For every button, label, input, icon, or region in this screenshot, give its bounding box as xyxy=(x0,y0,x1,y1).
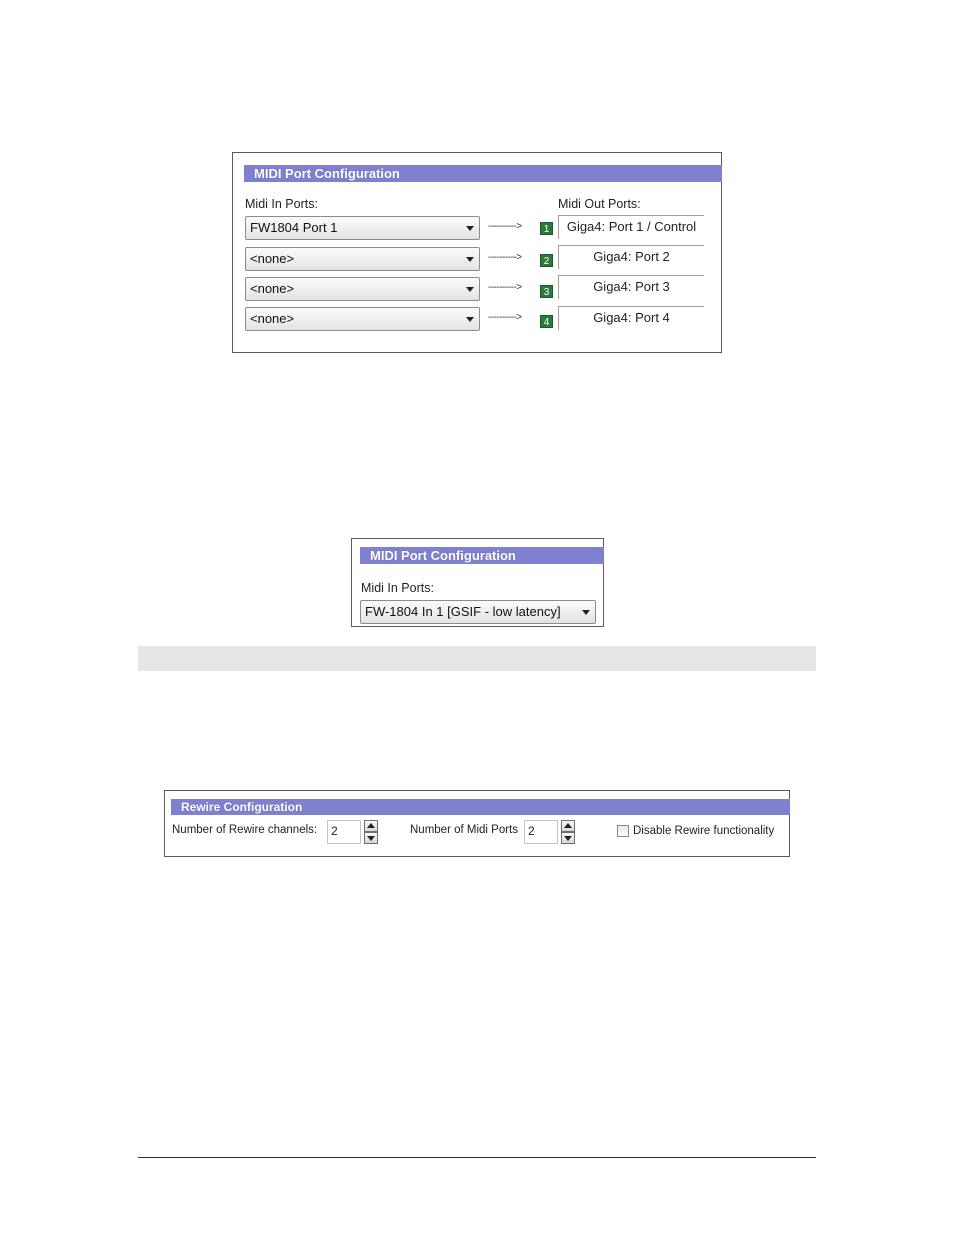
route-arrow: ----------> xyxy=(488,312,522,323)
midi-in-select-value: FW-1804 In 1 [GSIF - low latency] xyxy=(365,604,561,619)
rewire-channels-stepper[interactable] xyxy=(364,820,378,844)
midi-ports-input[interactable]: 2 xyxy=(524,820,558,844)
disable-rewire-checkbox[interactable] xyxy=(617,825,629,837)
midi-in-label: Midi In Ports: xyxy=(361,581,434,595)
chevron-down-icon xyxy=(466,226,474,231)
midi-in-select-value: <none> xyxy=(250,251,295,266)
disable-rewire-label: Disable Rewire functionality xyxy=(633,825,775,837)
midi-ports-label: Number of Midi Ports xyxy=(410,824,519,836)
chevron-down-icon xyxy=(466,257,474,262)
midi-in-select-2[interactable] xyxy=(245,247,480,271)
route-arrow: ----------> xyxy=(488,221,522,232)
stepper-down-icon[interactable] xyxy=(561,832,575,844)
midi-in-label: Midi In Ports: xyxy=(245,197,318,211)
footer-rule xyxy=(138,1157,816,1158)
midi-out-port-1: Giga4: Port 1 / Control xyxy=(558,215,704,239)
midi-out-port-2: Giga4: Port 2 xyxy=(558,245,704,269)
midi-port-config-panel xyxy=(232,152,722,353)
route-arrow: ----------> xyxy=(488,282,522,293)
midi-in-select-1[interactable] xyxy=(245,216,480,240)
midi-in-select-4[interactable] xyxy=(245,307,480,331)
stepper-up-icon[interactable] xyxy=(561,820,575,832)
chevron-down-icon xyxy=(466,317,474,322)
rewire-channels-label: Number of Rewire channels: xyxy=(172,824,318,836)
midi-in-select-value: FW1804 Port 1 xyxy=(250,220,338,235)
midi-port-config-small-panel xyxy=(351,538,604,627)
port-number-badge: 2 xyxy=(540,254,553,267)
midi-in-select[interactable] xyxy=(360,600,596,624)
port-number-badge: 3 xyxy=(540,285,553,298)
port-number-badge: 4 xyxy=(540,315,553,328)
midi-in-select-value: <none> xyxy=(250,281,295,296)
midi-ports-stepper[interactable] xyxy=(561,820,575,844)
stepper-up-icon[interactable] xyxy=(364,820,378,832)
midi-out-port-4: Giga4: Port 4 xyxy=(558,306,704,330)
midi-in-select-value: <none> xyxy=(250,311,295,326)
panel-title: MIDI Port Configuration xyxy=(244,165,722,182)
chevron-down-icon xyxy=(466,287,474,292)
section-divider-band xyxy=(138,646,816,671)
port-number-badge: 1 xyxy=(540,222,553,235)
chevron-down-icon xyxy=(582,610,590,615)
rewire-config-panel xyxy=(164,790,790,857)
panel-title: MIDI Port Configuration xyxy=(360,547,604,564)
panel-title: Rewire Configuration xyxy=(171,799,790,815)
stepper-down-icon[interactable] xyxy=(364,832,378,844)
midi-out-label: Midi Out Ports: xyxy=(558,197,641,211)
midi-out-port-3: Giga4: Port 3 xyxy=(558,275,704,299)
route-arrow: ----------> xyxy=(488,252,522,263)
rewire-channels-input[interactable]: 2 xyxy=(327,820,361,844)
midi-in-select-3[interactable] xyxy=(245,277,480,301)
